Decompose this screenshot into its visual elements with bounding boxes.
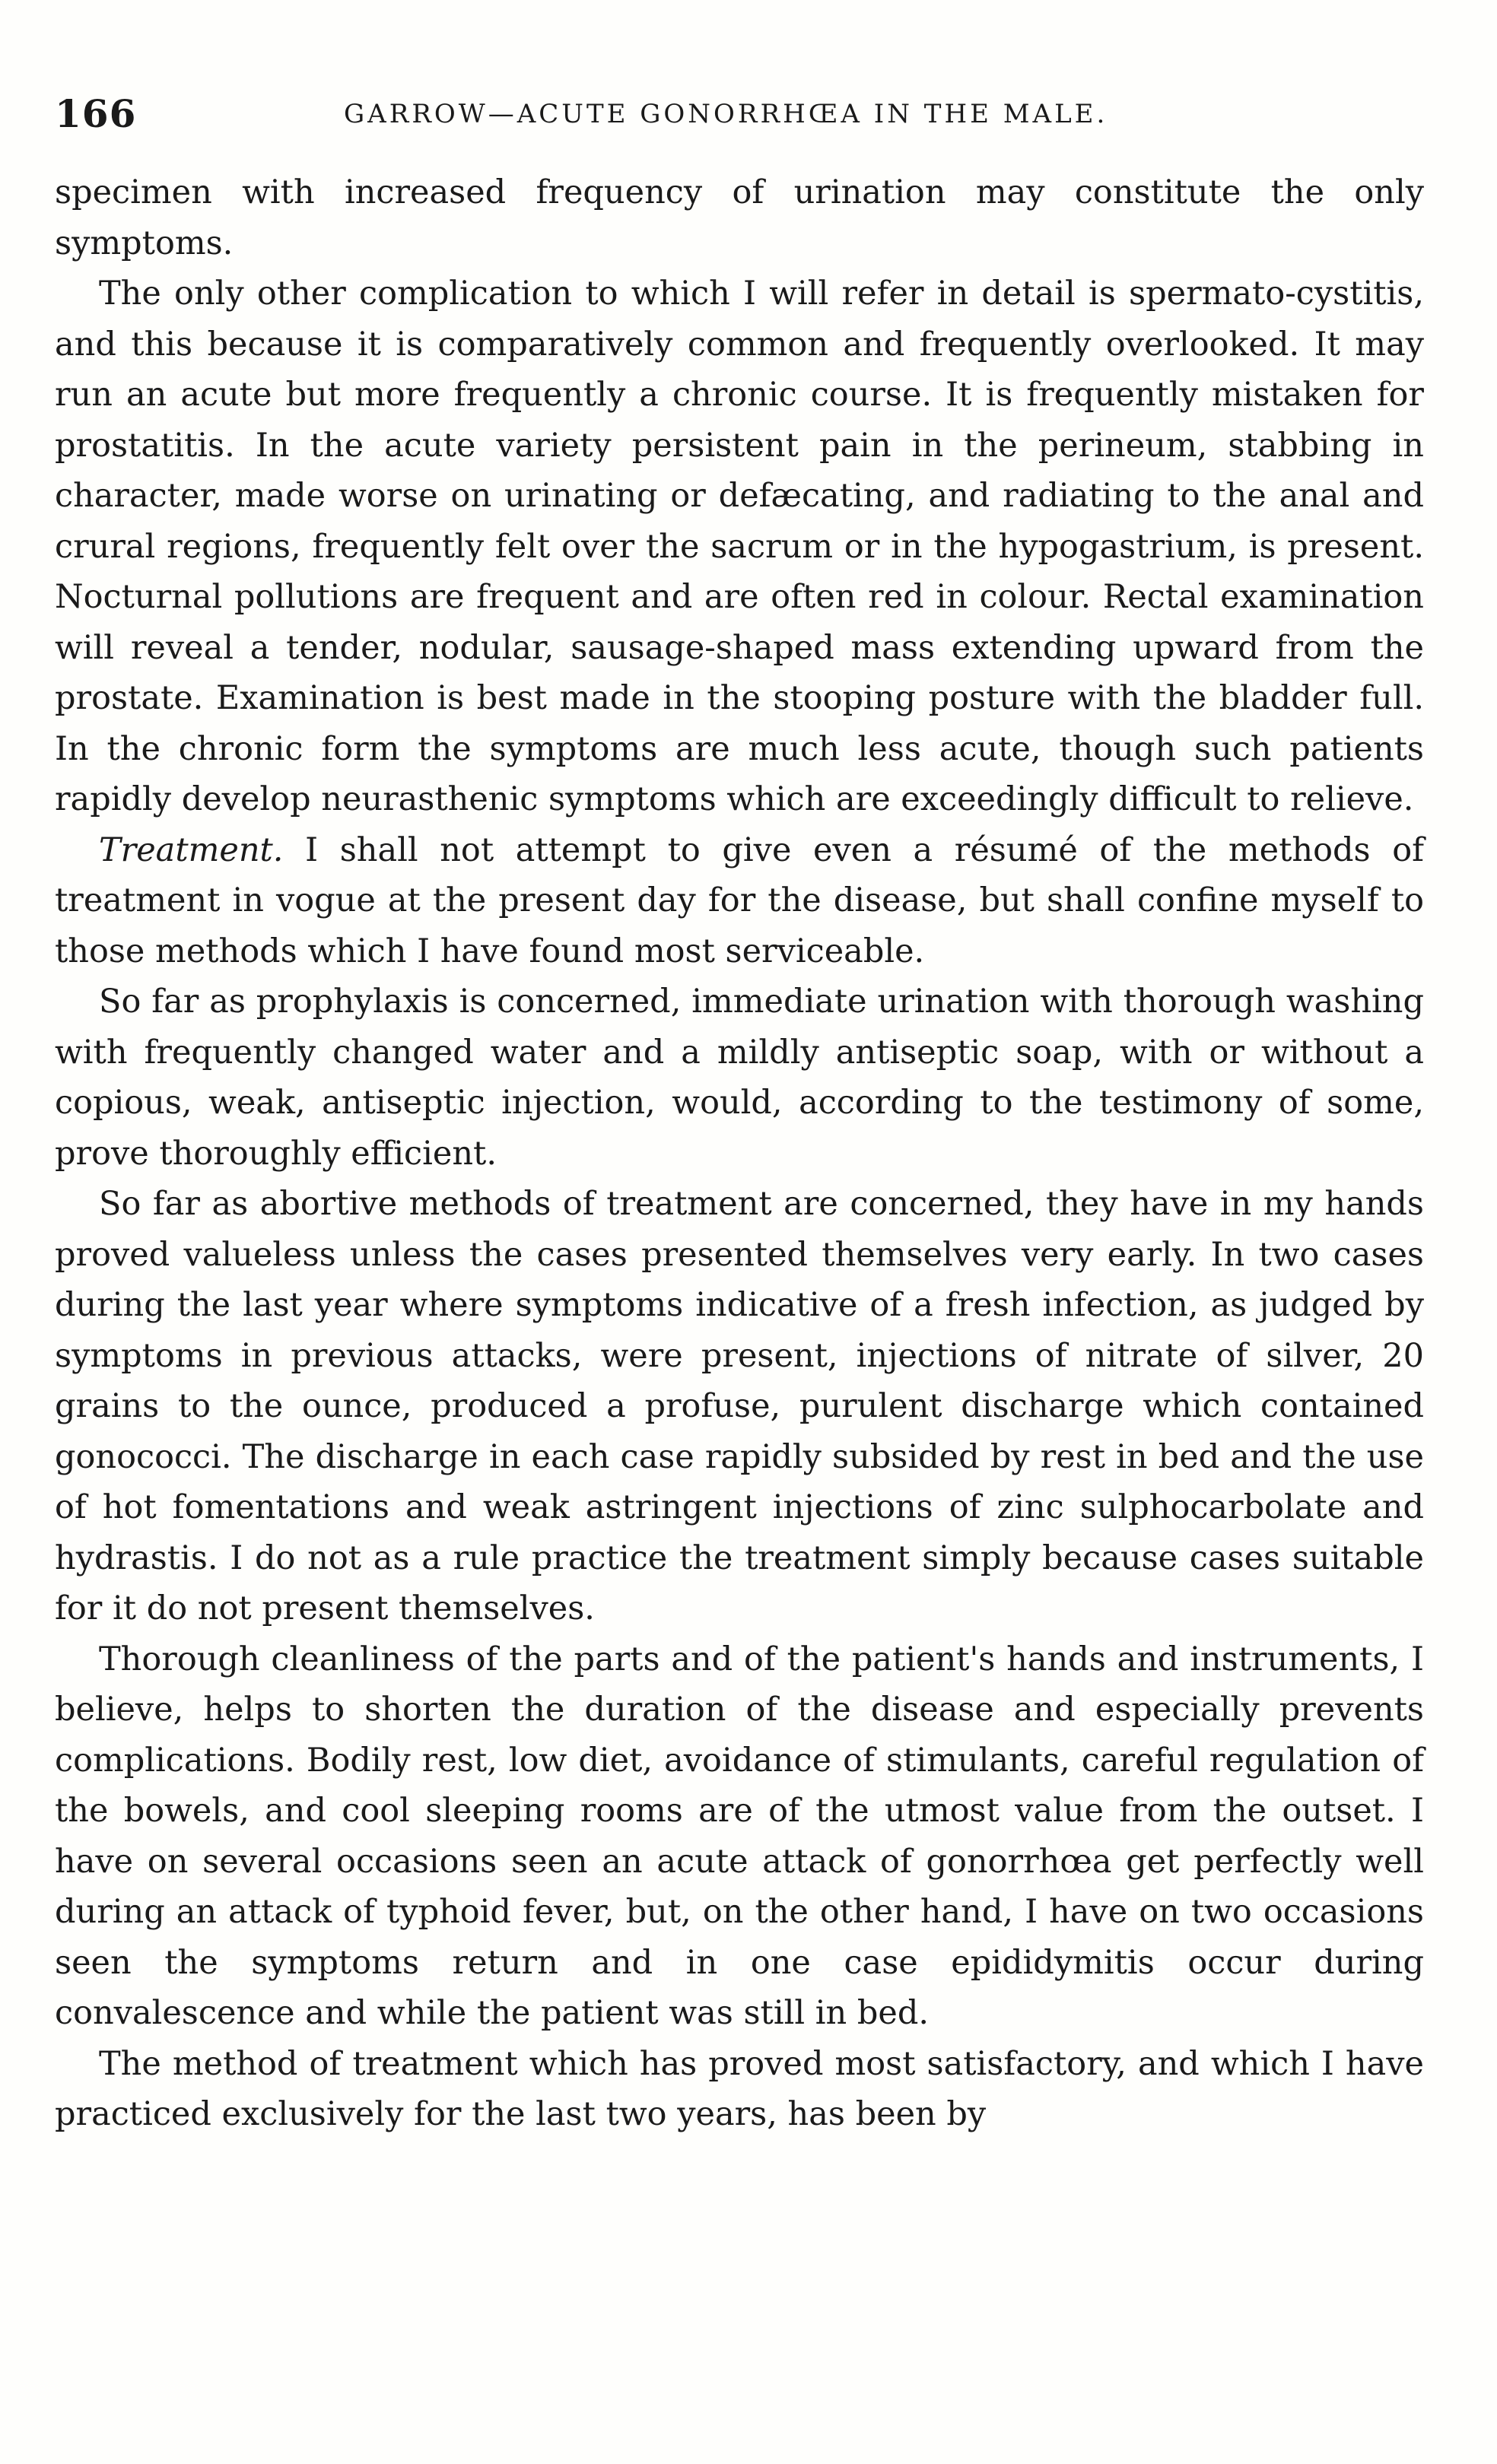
paragraph: [55, 1179, 1424, 1634]
paragraph-text: Thorough cleanliness of the parts and of the patient's hands and instruments, I believe, helps to shorten the duration of the disease and especially prevents complications. Bodily rest, low diet, avoidance of stimulants, careful regulation of the bowels, and cool sleeping rooms are of the utmost value from the outset. I have on several occasions seen an acute attack of gonorrhœa get perfectly well during an attack of typhoid fever, but, on the other hand, I have on two occasions seen the symptoms return and in one case epididymitis occur during convalescence and while the patient was still in bed.: [55, 1640, 1424, 2032]
paragraph-text: The only other complication to which I will refer in detail is spermato-cystitis, and this because it is comparatively common and frequently overlooked. It may run an acute but more frequently a chronic course. It is frequently mistaken for prostatitis. In the acute variety persistent pain in the perineum, stabbing in character, made worse on urinating or defæcating, and radiating to the anal and crural regions, frequently felt over the sacrum or in the hypogastrium, is present. Nocturnal pollutions are frequent and are often red in colour. Rectal examination will reveal a tender, nodular, sausage-shaped mass extending upward from the prostate. Examination is best made in the stooping posture with the bladder full. In the chronic form the symptoms are much less acute, though such patients rapidly develop neurasthenic symptoms which are exceedingly difficult to relieve.: [55, 275, 1424, 818]
paragraph: [55, 976, 1424, 1179]
paragraph-text: specimen with increased frequency of urination may constitute the only symptoms.: [55, 173, 1424, 262]
running-head: GARROW—ACUTE GONORRHŒA IN THE MALE.: [344, 99, 1108, 129]
paragraph: [55, 825, 1424, 977]
paragraph-text: I shall not attempt to give even a résumé of the methods of treatment in vogue at the present day for the disease, but shall confine myself to those methods which I have found most serviceable.: [55, 830, 1424, 970]
paragraph: [55, 268, 1424, 825]
paragraph: [55, 167, 1424, 268]
body-text: [55, 167, 1424, 2140]
paragraph: [55, 2039, 1424, 2140]
section-heading-treatment: Treatment.: [99, 830, 284, 869]
page-number: 166: [55, 91, 137, 136]
paragraph-text: The method of treatment which has proved most satisfactory, and which I have practiced exclusively for the last two years, has been by: [55, 2044, 1424, 2133]
paragraph: [55, 1634, 1424, 2039]
paragraph-text: So far as prophylaxis is concerned, immediate urination with thorough washing with frequently changed water and a mildly antiseptic soap, with or without a copious, weak, antiseptic injection, would, according to the testimony of some, prove thoroughly efficient.: [55, 983, 1424, 1173]
paragraph-text: So far as abortive methods of treatment are concerned, they have in my hands proved valueless unless the cases presented themselves very early. In two cases during the last year where symptoms indicative of a fresh infection, as judged by symptoms in previous attacks, were present, injections of nitrate of silver, 20 grains to the ounce, produced a profuse, purulent discharge which contained gonococci. The discharge in each case rapidly subsided by rest in bed and the use of hot fomentations and weak astringent injections of zinc sulphocarbolate and hydrastis. I do not as a rule practice the treatment simply because cases suitable for it do not present themselves.: [55, 1185, 1424, 1627]
page-header: [55, 91, 1424, 137]
